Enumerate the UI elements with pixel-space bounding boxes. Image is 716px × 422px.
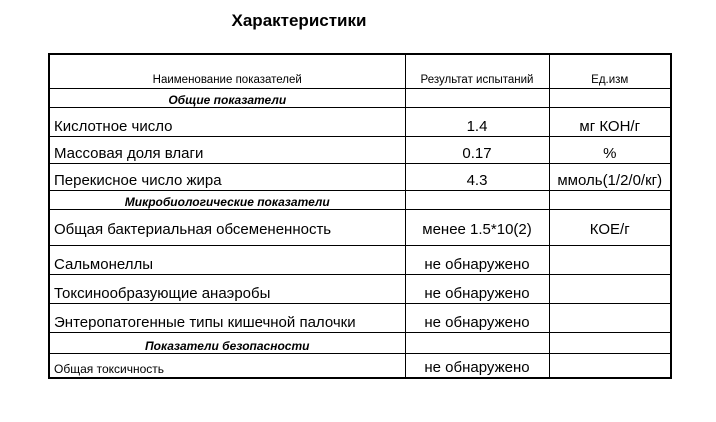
cell-name: Общая токсичность [49, 354, 405, 379]
characteristics-table [48, 53, 672, 379]
section-row-safety [49, 333, 671, 354]
cell-name: Сальмонеллы [49, 246, 405, 275]
cell-unit: КОЕ/г [549, 210, 671, 246]
cell-result: 1.4 [405, 108, 549, 137]
section-blank-cell [405, 333, 549, 354]
table-row [49, 164, 671, 191]
table-row [49, 137, 671, 164]
cell-unit: мг КОН/г [549, 108, 671, 137]
cell-unit [549, 246, 671, 275]
section-blank-cell [549, 191, 671, 210]
header-unit: Ед.изм [549, 54, 671, 89]
table-header-row [49, 54, 671, 89]
table-row [49, 210, 671, 246]
cell-result: не обнаружено [405, 304, 549, 333]
cell-result: не обнаружено [405, 246, 549, 275]
cell-name: Перекисное число жира [49, 164, 405, 191]
section-blank-cell [405, 89, 549, 108]
cell-result: не обнаружено [405, 275, 549, 304]
cell-unit [549, 304, 671, 333]
table-row [49, 275, 671, 304]
section-blank-cell [405, 191, 549, 210]
table-row [49, 354, 671, 379]
table-row [49, 246, 671, 275]
section-blank-cell [549, 89, 671, 108]
cell-result: не обнаружено [405, 354, 549, 379]
cell-name: Токсинообразующие анаэробы [49, 275, 405, 304]
cell-name: Энтеропатогенные типы кишечной палочки [49, 304, 405, 333]
page-title: Характеристики [231, 11, 367, 30]
section-row-microbiology [49, 191, 671, 210]
section-label-microbiology: Микробиологические показатели [49, 191, 405, 210]
cell-result: менее 1.5*10(2) [405, 210, 549, 246]
section-label-general: Общие показатели [49, 89, 405, 108]
cell-result: 0.17 [405, 137, 549, 164]
cell-name: Общая бактериальная обсемененность [49, 210, 405, 246]
header-name: Наименование показателей [49, 54, 405, 89]
header-result: Результат испытаний [405, 54, 549, 89]
section-row-general [49, 89, 671, 108]
cell-result: 4.3 [405, 164, 549, 191]
cell-name: Кислотное число [49, 108, 405, 137]
cell-unit: % [549, 137, 671, 164]
cell-unit: ммоль(1/2/0/кг) [549, 164, 671, 191]
table-row [49, 108, 671, 137]
section-label-safety: Показатели безопасности [49, 333, 405, 354]
cell-unit [549, 275, 671, 304]
table-row [49, 304, 671, 333]
section-blank-cell [549, 333, 671, 354]
cell-unit [549, 354, 671, 379]
cell-name: Массовая доля влаги [49, 137, 405, 164]
